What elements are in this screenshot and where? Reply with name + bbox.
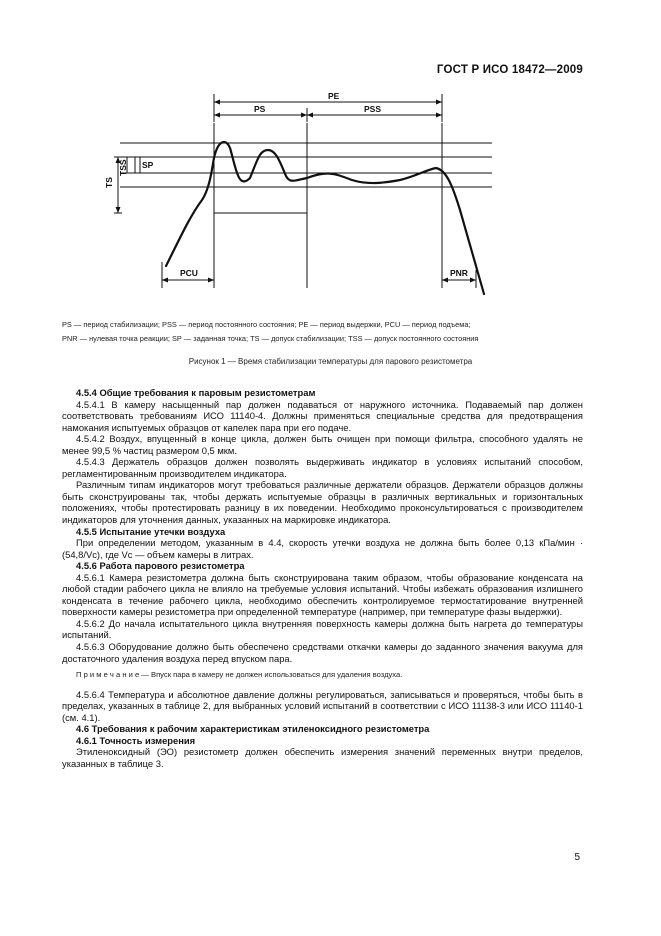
label-sp: SP <box>142 160 154 170</box>
paragraph: 4.5.6.4 Температура и абсолютное давление должны регулироваться, записываться и проверяться, чтобы быть в пределах, указанных в таблице 2, для выбранных условий испытаний в соответствии с ИСО 11138-3 или ИСО 11140-1 (см. 4.1). <box>62 688 583 723</box>
paragraph: 4.5.6.3 Оборудование должно быть обеспечено средствами откачки камеры до заданного значения вакуума для достаточного удаления воздуха перед впуском пара. <box>62 641 583 664</box>
paragraph: 4.5.6.2 До начала испытательного цикла внутренняя поверхность камеры должна быть нагрета до температуры испытаний. <box>62 617 583 641</box>
paragraph: 4.5.6.1 Камера резистометра должна быть сконструирована таким образом, чтобы образование конденсата на любой стадии рабочего цикла не влияло на требуемые условия испытаний. Чтобы избежать образования излишнего конденсата в течение рабочего цикла, необходимо обеспечить контролируемое термостатирование внутренней поверхности камеры резистометра при определенной температуре (например, при температуре фазы выдержки). <box>62 571 583 618</box>
section-heading: 4.6.1 Точность измерения <box>76 734 196 746</box>
label-pe: PE <box>328 91 340 101</box>
label-ts: TS <box>104 177 114 188</box>
body-text <box>62 387 583 770</box>
paragraph: При определении методом, указанным в 4.4, скорость утечки воздуха не должна быть более 0,13 кПа/мин · (54,8/Vc), где Vc — объем камеры в литрах. <box>62 537 583 560</box>
legend-line: PS — период стабилизации; PSS — период постоянного состояния; PE — период выдержки, PCU — период подъема; <box>62 320 471 329</box>
label-ps: PS <box>254 104 266 114</box>
label-tss: TSS <box>118 159 128 176</box>
section-heading: 4.6 Требования к рабочим характеристикам этиленоксидного резистометра <box>76 723 430 735</box>
document-header: ГОСТ Р ИСО 18472—2009 <box>436 64 583 76</box>
paragraph: Различным типам индикаторов могут требоваться различные держатели образцов. Держатели образцов должны быть сконструированы так, чтобы держать испытуемые образцы в различных вертикальных и горизонтальных положениях, чтобы протестировать разницу в их поведении. Необходимо проконсультироваться с производителем индикаторов для уточнения данных, указанных на маркировке индикатора. <box>62 479 583 526</box>
paragraph: 4.5.4.2 Воздух, впущенный в конце цикла, должен быть очищен при помощи фильтра, способного удалять не менее 99,5 % частиц размером 0,5 мкм. <box>62 433 583 456</box>
label-pcu: PCU <box>180 268 198 278</box>
label-pss: PSS <box>364 104 382 114</box>
paragraph: 4.5.4.3 Держатель образцов должен позволять выдерживать индикатор в условиях испытаний способом, регламентированным производителем индикатора. <box>62 456 583 479</box>
figure-legend <box>62 318 582 346</box>
page-number: 5 <box>574 852 580 863</box>
section-heading: 4.5.5 Испытание утечки воздуха <box>76 525 226 537</box>
stabilization-time-diagram <box>100 88 520 308</box>
note: П р и м е ч а н и е — Впуск пара в камеру не должен использоваться для удаления воздуха. <box>76 670 403 680</box>
paragraph: 4.5.4.1 В камеру насыщенный пар должен подаваться от наружного источника. Подаваемый пар должен соответствовать требованиям ИСО 11140-4. Должны применяться специальные средства для предотвращения намокания испытуемых образцов от капелек пара при его подаче. <box>62 398 583 433</box>
label-pnr: PNR <box>450 268 468 278</box>
legend-line: PNR — нулевая точка реакции; SP — заданная точка; TS — допуск стабилизации; TSS — допуск постоянного состояния <box>62 334 479 343</box>
paragraph: Этиленоксидный (ЭО) резистометр должен обеспечить измерения значений переменных внутри пределов, указанных в таблице 3. <box>62 746 583 769</box>
section-heading: 4.5.6 Работа парового резистометра <box>76 560 245 572</box>
section-heading: 4.5.4 Общие требования к паровым резистометрам <box>76 387 316 398</box>
figure-caption: Рисунок 1 — Время стабилизации температуры для парового резистометра <box>188 357 473 366</box>
